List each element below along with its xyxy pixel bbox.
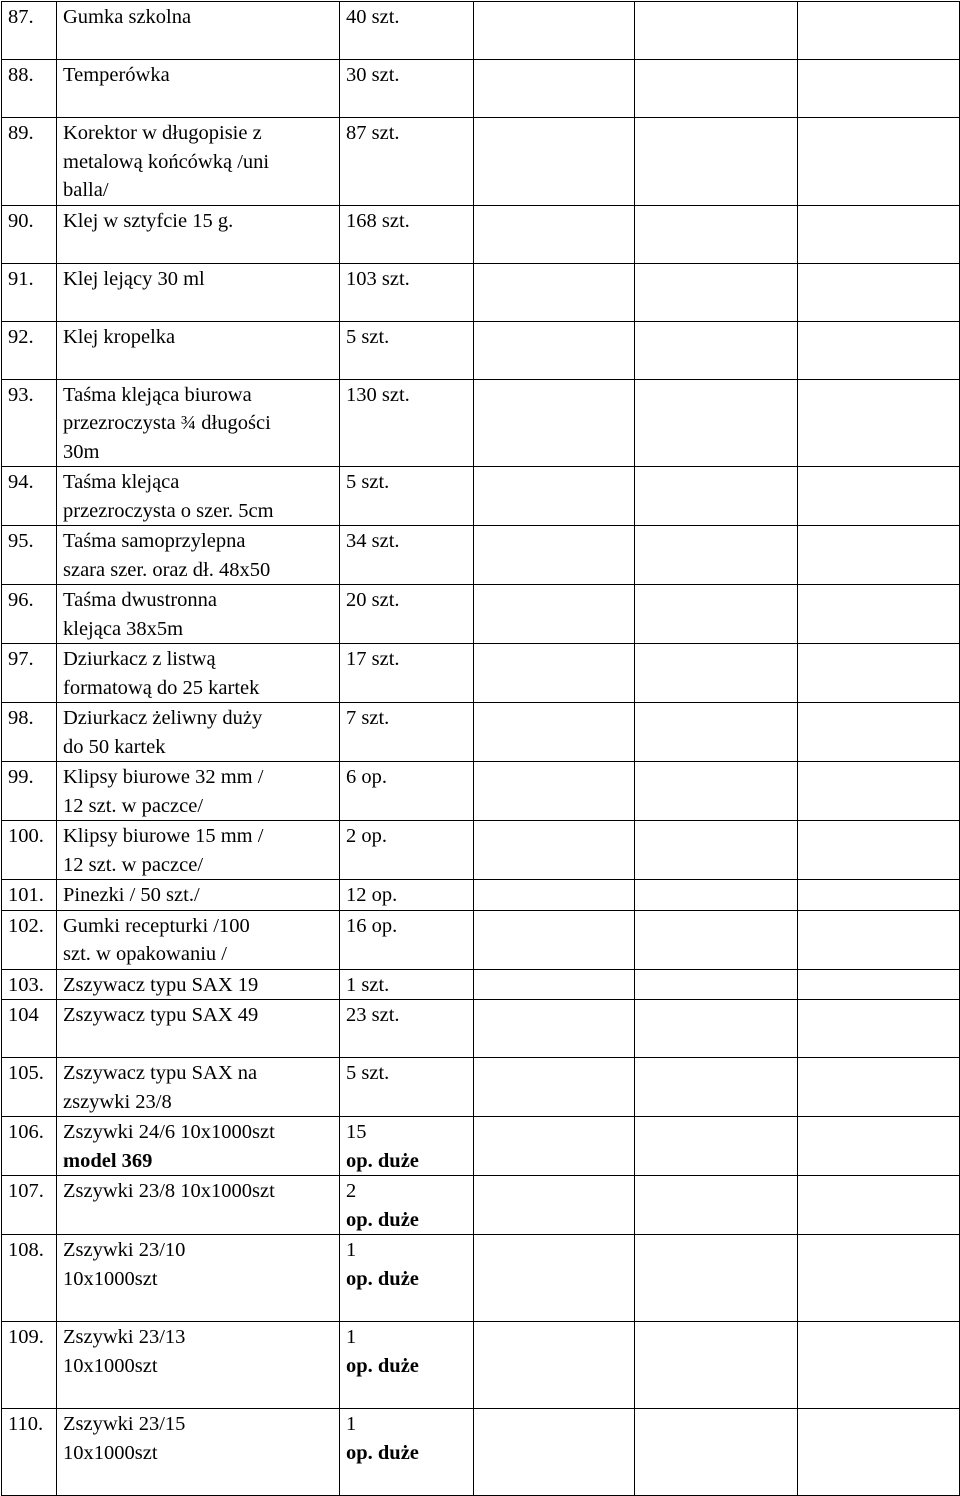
item-name xyxy=(57,1117,340,1176)
empty-cell xyxy=(474,1322,635,1409)
item-quantity xyxy=(340,205,474,263)
item-number: 103. xyxy=(2,969,57,1000)
table-row xyxy=(2,762,960,821)
empty-cell xyxy=(474,821,635,880)
item-number: 92. xyxy=(2,321,57,379)
item-name xyxy=(57,263,340,321)
item-name-line: Taśma dwustronna xyxy=(63,589,217,611)
item-name-line: do 50 kartek xyxy=(63,735,166,758)
item-quantity xyxy=(340,969,474,1000)
empty-cell xyxy=(474,644,635,703)
empty-cell xyxy=(635,60,798,118)
empty-cell xyxy=(474,118,635,206)
empty-cell xyxy=(474,1235,635,1322)
empty-cell xyxy=(474,1176,635,1235)
empty-cell xyxy=(474,467,635,526)
item-name-line: Dziurkacz z listwą xyxy=(63,648,216,670)
table-row xyxy=(2,1058,960,1117)
item-name-line: Klej kropelka xyxy=(63,325,176,348)
item-name xyxy=(57,703,340,762)
table-row xyxy=(2,205,960,263)
empty-cell xyxy=(635,585,798,644)
item-quantity-line: 2 xyxy=(346,1180,357,1202)
item-quantity xyxy=(340,762,474,821)
table-row xyxy=(2,644,960,703)
item-quantity xyxy=(340,321,474,379)
empty-cell xyxy=(635,526,798,585)
item-number: 110. xyxy=(2,1409,57,1496)
empty-cell xyxy=(474,60,635,118)
item-name xyxy=(57,1000,340,1058)
empty-cell xyxy=(474,969,635,1000)
item-quantity-line: 1 xyxy=(346,1239,357,1261)
item-name xyxy=(57,1322,340,1409)
item-quantity-line: 6 op. xyxy=(346,766,387,788)
empty-cell xyxy=(798,821,960,880)
item-quantity xyxy=(340,1000,474,1058)
item-quantity-line: op. duże xyxy=(346,1149,419,1172)
empty-cell xyxy=(635,205,798,263)
items-table xyxy=(1,1,960,1496)
item-name xyxy=(57,1058,340,1117)
item-name-line: 12 szt. w paczce/ xyxy=(63,794,204,817)
item-name-line: Zszywacz typu SAX 49 xyxy=(63,1004,259,1026)
table-row xyxy=(2,969,960,1000)
item-name-line: Pinezki / 50 szt./ xyxy=(63,884,200,906)
item-number: 89. xyxy=(2,118,57,206)
empty-cell xyxy=(635,379,798,467)
empty-cell xyxy=(635,910,798,969)
item-name-line: Zszywki 24/6 10x1000szt xyxy=(63,1121,275,1143)
empty-cell xyxy=(474,762,635,821)
item-name-line: Taśma klejąca xyxy=(63,471,180,493)
item-quantity-line: op. duże xyxy=(346,1208,419,1231)
empty-cell xyxy=(798,969,960,1000)
item-name-line: 10x1000szt xyxy=(63,1441,158,1464)
item-number: 104 xyxy=(2,1000,57,1058)
empty-cell xyxy=(474,2,635,60)
item-name-line: Zszywacz typu SAX 19 xyxy=(63,973,259,996)
item-quantity xyxy=(340,1409,474,1496)
item-name xyxy=(57,1176,340,1235)
item-quantity xyxy=(340,1322,474,1409)
item-name-line: Klej w sztyfcie 15 g. xyxy=(63,209,234,232)
item-quantity xyxy=(340,118,474,206)
item-name-line: szt. w opakowaniu / xyxy=(63,943,227,965)
item-quantity xyxy=(340,821,474,880)
item-name xyxy=(57,1235,340,1322)
empty-cell xyxy=(474,585,635,644)
empty-cell xyxy=(798,1235,960,1322)
item-number: 101. xyxy=(2,880,57,911)
item-name xyxy=(57,321,340,379)
item-name-line: Gumka szkolna xyxy=(63,6,192,28)
empty-cell xyxy=(798,1409,960,1496)
empty-cell xyxy=(474,526,635,585)
empty-cell xyxy=(474,1117,635,1176)
empty-cell xyxy=(635,321,798,379)
item-number: 105. xyxy=(2,1058,57,1117)
item-name-line: szara szer. oraz dł. 48x50 xyxy=(63,558,271,581)
item-quantity xyxy=(340,1117,474,1176)
item-name-line: model 369 xyxy=(63,1149,153,1172)
table-row xyxy=(2,1117,960,1176)
item-name-line: 12 szt. w paczce/ xyxy=(63,853,204,876)
empty-cell xyxy=(798,60,960,118)
item-quantity-line: op. duże xyxy=(346,1354,419,1377)
item-name-line: Temperówka xyxy=(63,64,170,86)
item-number: 108. xyxy=(2,1235,57,1322)
empty-cell xyxy=(474,263,635,321)
item-name xyxy=(57,205,340,263)
empty-cell xyxy=(798,1117,960,1176)
empty-cell xyxy=(635,1058,798,1117)
item-number: 93. xyxy=(2,379,57,467)
item-number: 106. xyxy=(2,1117,57,1176)
item-quantity-line: 16 op. xyxy=(346,914,398,937)
empty-cell xyxy=(474,910,635,969)
item-number: 94. xyxy=(2,467,57,526)
item-quantity-line: 40 szt. xyxy=(346,6,400,28)
item-name-line: Gumki recepturki /100 xyxy=(63,914,250,937)
item-quantity xyxy=(340,644,474,703)
empty-cell xyxy=(798,1000,960,1058)
item-number: 100. xyxy=(2,821,57,880)
item-quantity-line: 103 szt. xyxy=(346,267,410,290)
item-number: 97. xyxy=(2,644,57,703)
empty-cell xyxy=(798,2,960,60)
empty-cell xyxy=(798,1176,960,1235)
item-quantity xyxy=(340,910,474,969)
item-number: 109. xyxy=(2,1322,57,1409)
item-name-line: 10x1000szt xyxy=(63,1267,158,1290)
item-number: 88. xyxy=(2,60,57,118)
empty-cell xyxy=(798,526,960,585)
table-row xyxy=(2,263,960,321)
item-name-line: balla/ xyxy=(63,179,109,201)
table-row xyxy=(2,467,960,526)
item-quantity-line: 168 szt. xyxy=(346,209,410,232)
item-number: 96. xyxy=(2,585,57,644)
item-name xyxy=(57,762,340,821)
item-number: 107. xyxy=(2,1176,57,1235)
item-name-line: klejąca 38x5m xyxy=(63,617,184,640)
empty-cell xyxy=(635,1235,798,1322)
item-quantity-line: 17 szt. xyxy=(346,648,400,670)
item-quantity-line: 34 szt. xyxy=(346,530,400,552)
table-row xyxy=(2,118,960,206)
item-name-line: Dziurkacz żeliwny duży xyxy=(63,707,263,729)
item-quantity-line: 15 xyxy=(346,1121,367,1143)
item-quantity-line: 130 szt. xyxy=(346,383,410,406)
item-name xyxy=(57,880,340,911)
empty-cell xyxy=(798,880,960,911)
table-row xyxy=(2,60,960,118)
item-name-line: Zszywacz typu SAX na xyxy=(63,1062,258,1084)
item-name-line: formatową do 25 kartek xyxy=(63,676,260,699)
table-row xyxy=(2,379,960,467)
item-quantity-line: op. duże xyxy=(346,1441,419,1464)
item-name xyxy=(57,585,340,644)
item-name-line: przezroczysta ¾ długości xyxy=(63,412,271,434)
item-name xyxy=(57,379,340,467)
empty-cell xyxy=(635,118,798,206)
item-quantity-line: 1 xyxy=(346,1326,357,1348)
item-quantity-line: 5 szt. xyxy=(346,325,390,348)
empty-cell xyxy=(635,880,798,911)
empty-cell xyxy=(635,644,798,703)
table-row xyxy=(2,1409,960,1496)
item-name xyxy=(57,60,340,118)
item-quantity-line: 7 szt. xyxy=(346,707,390,729)
item-quantity xyxy=(340,703,474,762)
item-name-line: Klipsy biurowe 15 mm / xyxy=(63,825,264,847)
table-row xyxy=(2,321,960,379)
item-name-line: 30m xyxy=(63,440,100,463)
item-number: 99. xyxy=(2,762,57,821)
item-quantity xyxy=(340,263,474,321)
item-quantity-line: 5 szt. xyxy=(346,471,390,493)
item-name xyxy=(57,467,340,526)
table-row xyxy=(2,1322,960,1409)
item-quantity xyxy=(340,585,474,644)
item-quantity-line: 12 op. xyxy=(346,884,398,906)
item-quantity-line: 1 szt. xyxy=(346,973,390,996)
item-name-line: Zszywki 23/15 xyxy=(63,1413,186,1435)
item-number: 87. xyxy=(2,2,57,60)
item-quantity xyxy=(340,2,474,60)
empty-cell xyxy=(635,703,798,762)
item-name xyxy=(57,969,340,1000)
table-row xyxy=(2,880,960,911)
empty-cell xyxy=(635,1117,798,1176)
item-number: 98. xyxy=(2,703,57,762)
table-row xyxy=(2,910,960,969)
item-name-line: Zszywki 23/13 xyxy=(63,1326,186,1348)
table-row xyxy=(2,1235,960,1322)
item-name xyxy=(57,821,340,880)
item-name xyxy=(57,1409,340,1496)
item-name-line: Zszywki 23/8 10x1000szt xyxy=(63,1180,275,1202)
item-name xyxy=(57,644,340,703)
empty-cell xyxy=(635,263,798,321)
item-name-line: zszywki 23/8 xyxy=(63,1090,172,1113)
item-name-line: metalową końcówką /uni xyxy=(63,150,270,173)
item-name xyxy=(57,118,340,206)
empty-cell xyxy=(474,379,635,467)
table-row xyxy=(2,585,960,644)
item-quantity xyxy=(340,379,474,467)
item-quantity xyxy=(340,60,474,118)
item-number: 91. xyxy=(2,263,57,321)
item-name-line: Zszywki 23/10 xyxy=(63,1239,186,1261)
table-row xyxy=(2,703,960,762)
item-quantity-line: 23 szt. xyxy=(346,1004,400,1026)
empty-cell xyxy=(474,1000,635,1058)
empty-cell xyxy=(798,379,960,467)
table-row xyxy=(2,821,960,880)
table-row xyxy=(2,2,960,60)
empty-cell xyxy=(798,321,960,379)
empty-cell xyxy=(635,2,798,60)
empty-cell xyxy=(474,205,635,263)
empty-cell xyxy=(635,1176,798,1235)
empty-cell xyxy=(474,321,635,379)
item-quantity xyxy=(340,467,474,526)
table-row xyxy=(2,1176,960,1235)
items-table-body xyxy=(2,2,960,1496)
empty-cell xyxy=(474,703,635,762)
item-name-line: Klej lejący 30 ml xyxy=(63,267,205,290)
item-quantity-line: op. duże xyxy=(346,1267,419,1290)
item-name-line: przezroczysta o szer. 5cm xyxy=(63,499,274,522)
item-number: 102. xyxy=(2,910,57,969)
item-quantity-line: 20 szt. xyxy=(346,589,400,611)
item-quantity xyxy=(340,1058,474,1117)
item-name xyxy=(57,526,340,585)
item-number: 95. xyxy=(2,526,57,585)
empty-cell xyxy=(798,205,960,263)
empty-cell xyxy=(798,467,960,526)
item-quantity xyxy=(340,1176,474,1235)
item-name-line: Taśma klejąca biurowa xyxy=(63,383,252,406)
empty-cell xyxy=(798,644,960,703)
empty-cell xyxy=(635,762,798,821)
empty-cell xyxy=(635,1322,798,1409)
empty-cell xyxy=(798,762,960,821)
item-quantity-line: 2 op. xyxy=(346,825,387,847)
item-quantity-line: 1 xyxy=(346,1413,357,1435)
item-name-line: Korektor w długopisie z xyxy=(63,122,262,144)
empty-cell xyxy=(635,467,798,526)
empty-cell xyxy=(798,703,960,762)
table-row xyxy=(2,1000,960,1058)
item-name xyxy=(57,910,340,969)
empty-cell xyxy=(635,1000,798,1058)
item-name-line: 10x1000szt xyxy=(63,1354,158,1377)
empty-cell xyxy=(474,1409,635,1496)
item-quantity-line: 30 szt. xyxy=(346,64,400,86)
empty-cell xyxy=(635,821,798,880)
empty-cell xyxy=(474,1058,635,1117)
empty-cell xyxy=(798,910,960,969)
item-name xyxy=(57,2,340,60)
empty-cell xyxy=(635,1409,798,1496)
item-quantity xyxy=(340,1235,474,1322)
table-row xyxy=(2,526,960,585)
empty-cell xyxy=(798,118,960,206)
empty-cell xyxy=(798,263,960,321)
empty-cell xyxy=(798,1322,960,1409)
empty-cell xyxy=(474,880,635,911)
empty-cell xyxy=(798,1058,960,1117)
item-quantity xyxy=(340,526,474,585)
item-name-line: Taśma samoprzylepna xyxy=(63,530,246,552)
item-number: 90. xyxy=(2,205,57,263)
item-quantity xyxy=(340,880,474,911)
item-quantity-line: 87 szt. xyxy=(346,122,400,144)
empty-cell xyxy=(798,585,960,644)
item-name-line: Klipsy biurowe 32 mm / xyxy=(63,766,264,788)
empty-cell xyxy=(635,969,798,1000)
item-quantity-line: 5 szt. xyxy=(346,1062,390,1084)
